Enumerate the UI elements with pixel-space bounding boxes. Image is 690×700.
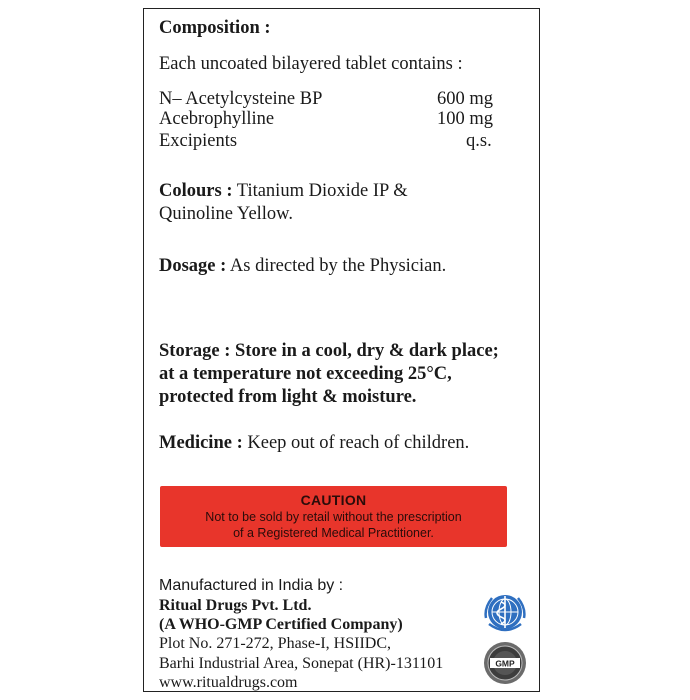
- manufacturer-certification: (A WHO-GMP Certified Company): [159, 616, 403, 633]
- gmp-seal-text: GMP: [495, 658, 515, 669]
- manufacturer-label: Manufactured in India by :: [159, 577, 344, 594]
- gmp-seal-icon: [482, 640, 528, 686]
- colours-text: Titanium Dioxide IP &: [232, 181, 408, 201]
- caution-line1: Not to be sold by retail without the prescription: [205, 510, 462, 524]
- ingredient-name: N– Acetylcysteine BP: [159, 89, 323, 109]
- caution-heading: CAUTION: [300, 492, 367, 508]
- storage-line1: Storage : Store in a cool, dry & dark place;: [159, 341, 499, 361]
- colours-line2: Quinoline Yellow.: [159, 204, 293, 224]
- manufacturer-address-line1: Plot No. 271-272, Phase-I, HSIIDC,: [159, 635, 391, 652]
- ingredient-name: Excipients: [159, 131, 238, 151]
- manufacturer-address-line2: Barhi Industrial Area, Sonepat (HR)-131101: [159, 655, 444, 672]
- ingredient-name: Acebrophylline: [159, 109, 275, 129]
- caution-line2: of a Registered Medical Practitioner.: [233, 526, 434, 540]
- composition-intro: Each uncoated bilayered tablet contains :: [159, 54, 463, 74]
- manufacturer-name: Ritual Drugs Pvt. Ltd.: [159, 597, 312, 614]
- storage-line3: protected from light & moisture.: [159, 387, 417, 407]
- who-emblem-icon: [480, 588, 530, 638]
- storage-line2: at a temperature not exceeding 25°C,: [159, 364, 452, 384]
- medicine-label: Medicine :: [159, 433, 243, 453]
- medicine-line: [159, 434, 469, 453]
- manufacturer-website: www.ritualdrugs.com: [159, 674, 298, 691]
- caution-box: [160, 486, 507, 547]
- colours-label: Colours :: [159, 181, 233, 201]
- ingredient-amount: q.s.: [466, 131, 492, 151]
- colours-line1: [159, 182, 408, 201]
- ingredient-amount: 600 mg: [437, 89, 494, 109]
- medicine-text: Keep out of reach of children.: [242, 433, 470, 453]
- dosage-text: As directed by the Physician.: [226, 256, 447, 276]
- dosage-line: [159, 257, 446, 276]
- dosage-label: Dosage :: [159, 256, 227, 276]
- ingredient-amount: 100 mg: [437, 109, 494, 129]
- composition-heading: Composition :: [159, 18, 271, 38]
